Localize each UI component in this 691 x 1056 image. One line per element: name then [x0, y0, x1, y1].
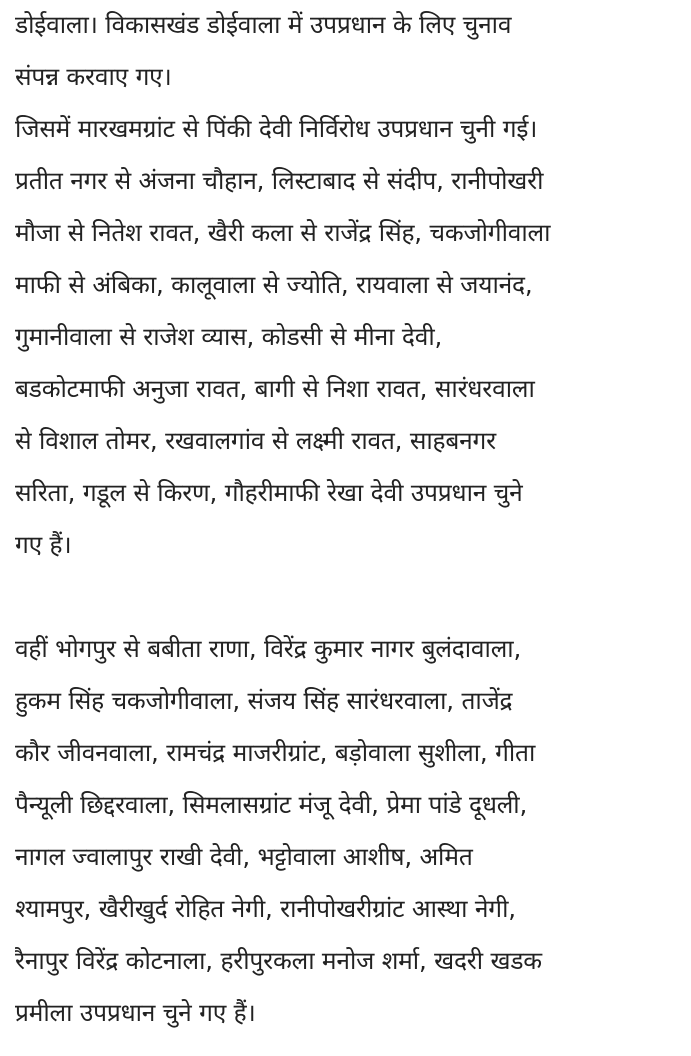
text-line: संपन्न करवाए गए। [15, 62, 172, 91]
text-line: श्यामपुर, खैरीखुर्द रोहित नेगी, रानीपोखरीग्रांट आस्था नेगी, [15, 894, 516, 923]
text-line: नागल ज्वालापुर राखी देवी, भट्टोवाला आशीष, अमित [15, 842, 473, 871]
paragraph-second-list [15, 623, 677, 1039]
text-line: पैन्यूली छिद्दरवाला, सिमलासग्रांट मंजू देवी, प्रेमा पांडे दूधली, [15, 790, 528, 819]
text-line: बडकोटमाफी अनुजा रावत, बागी से निशा रावत, सारंधरवाला [15, 374, 535, 403]
text-line: वहीं भोगपुर से बबीता राणा, विरेंद्र कुमार नागर बुलंदावाला, [15, 634, 522, 663]
text-line: कौर जीवनवाला, रामचंद्र माजरीग्रांट, बड़ोवाला सुशीला, गीता [15, 738, 536, 767]
text-line: जिसमें मारखमग्रांट से पिंकी देवी निर्विरोध उपप्रधान चुनी गई। [15, 114, 538, 143]
text-line: रैनापुर विरेंद्र कोटनाला, हरीपुरकला मनोज शर्मा, खदरी खडक [15, 946, 542, 975]
text-line: गए हैं। [15, 530, 72, 559]
text-line: मौजा से नितेश रावत, खैरी कला से राजेंद्र सिंह, चकजोगीवाला [15, 218, 551, 247]
text-line: प्रतीत नगर से अंजना चौहान, लिस्टाबाद से संदीप, रानीपोखरी [15, 166, 544, 195]
text-line: सरिता, गडूल से किरण, गौहरीमाफी रेखा देवी उपप्रधान चुने [15, 478, 523, 507]
text-line: डोईवाला। विकासखंड डोईवाला में उपप्रधान के लिए चुनाव [15, 10, 512, 39]
paragraph-spacer [15, 571, 677, 623]
text-line: माफी से अंबिका, कालूवाला से ज्योति, रायवाला से जयानंद, [15, 270, 533, 299]
text-line: प्रमीला उपप्रधान चुने गए हैं। [15, 998, 256, 1027]
text-line: से विशाल तोमर, रखवालगांव से लक्ष्मी रावत, साहबनगर [15, 426, 496, 455]
paragraph-first-list [15, 103, 677, 571]
paragraph-intro [15, 0, 677, 103]
text-line: गुमानीवाला से राजेश व्यास, कोडसी से मीना देवी, [15, 322, 443, 351]
text-line: हुकम सिंह चकजोगीवाला, संजय सिंह सारंधरवाला, ताजेंद्र [15, 686, 513, 715]
